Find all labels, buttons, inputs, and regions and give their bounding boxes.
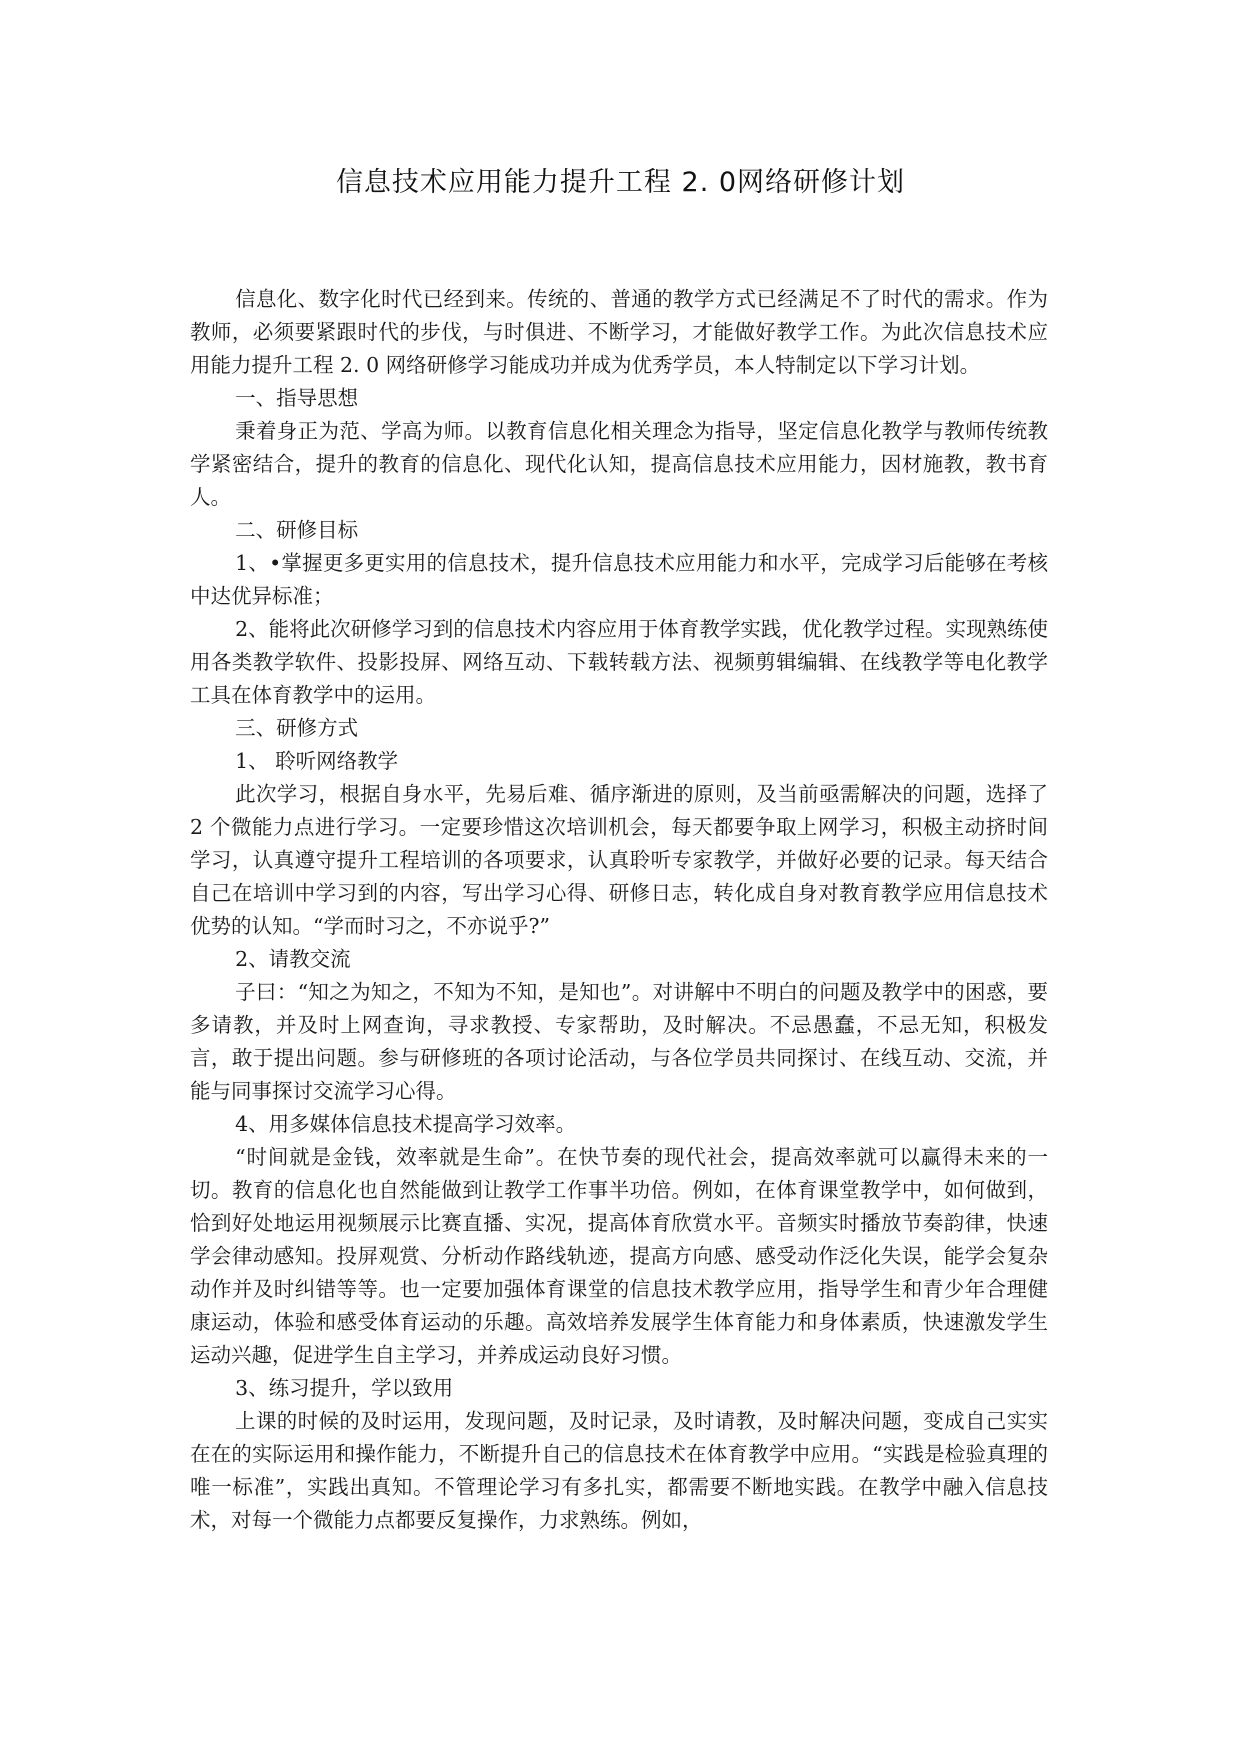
section-heading-guiding-thought: 一、指导思想 bbox=[235, 386, 359, 410]
section-heading-methods: 三、研修方式 bbox=[235, 716, 359, 740]
goal-item-2: 2、能将此次研修学习到的信息技术内容应用于体育教学实践，优化教学过程。实现熟练使用各类教学软件、投影投屏、网络互动、下载转载方法、视频剪辑编辑、在线教学等电化教学工具在体育教学中的运用。 bbox=[190, 617, 1048, 707]
method-paragraph-consult: 子曰：“知之为知之，不知为不知，是知也”。对讲解中不明白的问题及教学中的困惑，要多请教，并及时上网查询，寻求教授、专家帮助，及时解决。不忌愚蠢，不忌无知，积极发言，敢于提出问题。参与研修班的各项讨论活动，与各位学员共同探讨、在线互动、交流，并能与同事探讨交流学习心得。 bbox=[190, 980, 1048, 1103]
document-title: 信息技术应用能力提升工程 2. 0网络研修计划 bbox=[335, 167, 906, 198]
goal-item-1: 1、•掌握更多更实用的信息技术，提升信息技术应用能力和水平，完成学习后能够在考核中达优异标准； bbox=[190, 551, 1048, 608]
guiding-thought-paragraph: 秉着身正为范、学高为师。以教育信息化相关理念为指导，坚定信息化教学与教师传统教学紧密结合，提升的教育的信息化、现代化认知，提高信息技术应用能力，因材施教，教书育人。 bbox=[190, 419, 1048, 509]
section-heading-goals: 二、研修目标 bbox=[235, 518, 359, 542]
intro-paragraph: 信息化、数字化时代已经到来。传统的、普通的教学方式已经满足不了时代的需求。作为教师，必须要紧跟时代的步伐，与时俱进、不断学习，才能做好教学工作。为此次信息技术应用能力提升工程 2. 0 网络研修学习能成功并成为优秀学员，本人特制定以下学习计划。 bbox=[190, 287, 1048, 377]
method-paragraph-multimedia: “时间就是金钱，效率就是生命”。在快节奏的现代社会，提高效率就可以赢得未来的一切。教育的信息化也自然能做到让教学工作事半功倍。例如，在体育课堂教学中，如何做到，恰到好处地运用视频展示比赛直播、实况，提高体育欣赏水平。音频实时播放节奏韵律，快速学会律动感知。投屏观赏、分析动作路线轨迹，提高方向感、感受动作泛化失误，能学会复杂动作并及时纠错等等。也一定要加强体育课堂的信息技术教学应用，指导学生和青少年合理健康运动，体验和感受体育运动的乐趣。高效培养发展学生体育能力和身体素质，快速激发学生运动兴趣，促进学生自主学习，并养成运动良好习惯。 bbox=[190, 1145, 1048, 1367]
method-heading-consult: 2、请教交流 bbox=[235, 947, 351, 971]
method-heading-multimedia: 4、用多媒体信息技术提高学习效率。 bbox=[235, 1112, 577, 1136]
method-heading-practice: 3、练习提升，学以致用 bbox=[235, 1376, 454, 1400]
document-body bbox=[190, 283, 1048, 1537]
method-heading-online-learning: 1、 聆听网络教学 bbox=[235, 749, 399, 773]
method-paragraph-practice: 上课的时候的及时运用，发现问题，及时记录，及时请教，及时解决问题，变成自己实实在在的实际运用和操作能力，不断提升自己的信息技术在体育教学中应用。“实践是检验真理的唯一标准”，实践出真知。不管理论学习有多扎实，都需要不断地实践。在教学中融入信息技术，对每一个微能力点都要反复操作，力求熟练。例如， bbox=[190, 1409, 1048, 1532]
method-paragraph-online-learning: 此次学习，根据自身水平，先易后难、循序渐进的原则，及当前亟需解决的问题，选择了 2 个微能力点进行学习。一定要珍惜这次培训机会，每天都要争取上网学习，积极主动挤时间学习，认真遵守提升工程培训的各项要求，认真聆听专家教学，并做好必要的记录。每天结合自己在培训中学习到的内容，写出学习心得、研修日志，转化成自身对教育教学应用信息技术优势的认知。“学而时习之，不亦说乎?” bbox=[190, 782, 1048, 938]
